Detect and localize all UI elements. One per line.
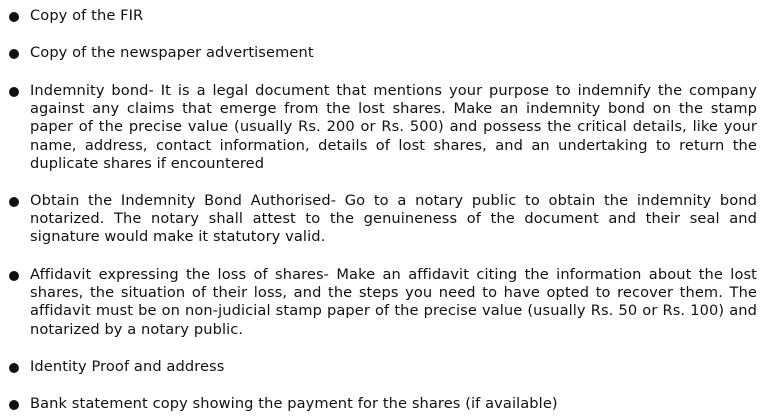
bullet-icon (9, 197, 19, 207)
list-item-text: Affidavit expressing the loss of shares- Make an affidavit citing the information about the lost shares, the situation of their loss, and the steps you need to have opted to recover them. The affidavit must be on non-judicial stamp paper of the precise value (usually Rs. 50 or Rs. 100) and notarized by a notary public. (30, 266, 757, 338)
list-item-text: Obtain the Indemnity Bond Authorised- Go to a notary public to obtain the indemnity bond notarized. The notary shall attest to the genuineness of the document and their seal and signature would make it statutory valid. (30, 192, 757, 246)
list-item-text: Copy of the newspaper advertisement (30, 44, 314, 61)
list-item-text: Copy of the FIR (30, 7, 144, 24)
bullet-icon (9, 363, 19, 373)
bullet-icon (9, 400, 19, 410)
list-item-text: Indemnity bond- It is a legal document that mentions your purpose to indemnify the company against any claims that emerge from the lost shares. Make an indemnity bond on the stamp paper of the precise value (usually Rs. 200 or Rs. 500) and possess the critical details, like your name, address, contact information, details of lost shares, and an undertaking to return the duplicate shares if encountered (30, 82, 757, 172)
bullet-icon (9, 12, 19, 22)
bullet-icon (9, 271, 19, 281)
list-item-text: Identity Proof and address (30, 358, 225, 375)
list-item-text: Bank statement copy showing the payment for the shares (if available) (30, 395, 558, 412)
bullet-icon (9, 49, 19, 59)
bullet-icon (9, 87, 19, 97)
